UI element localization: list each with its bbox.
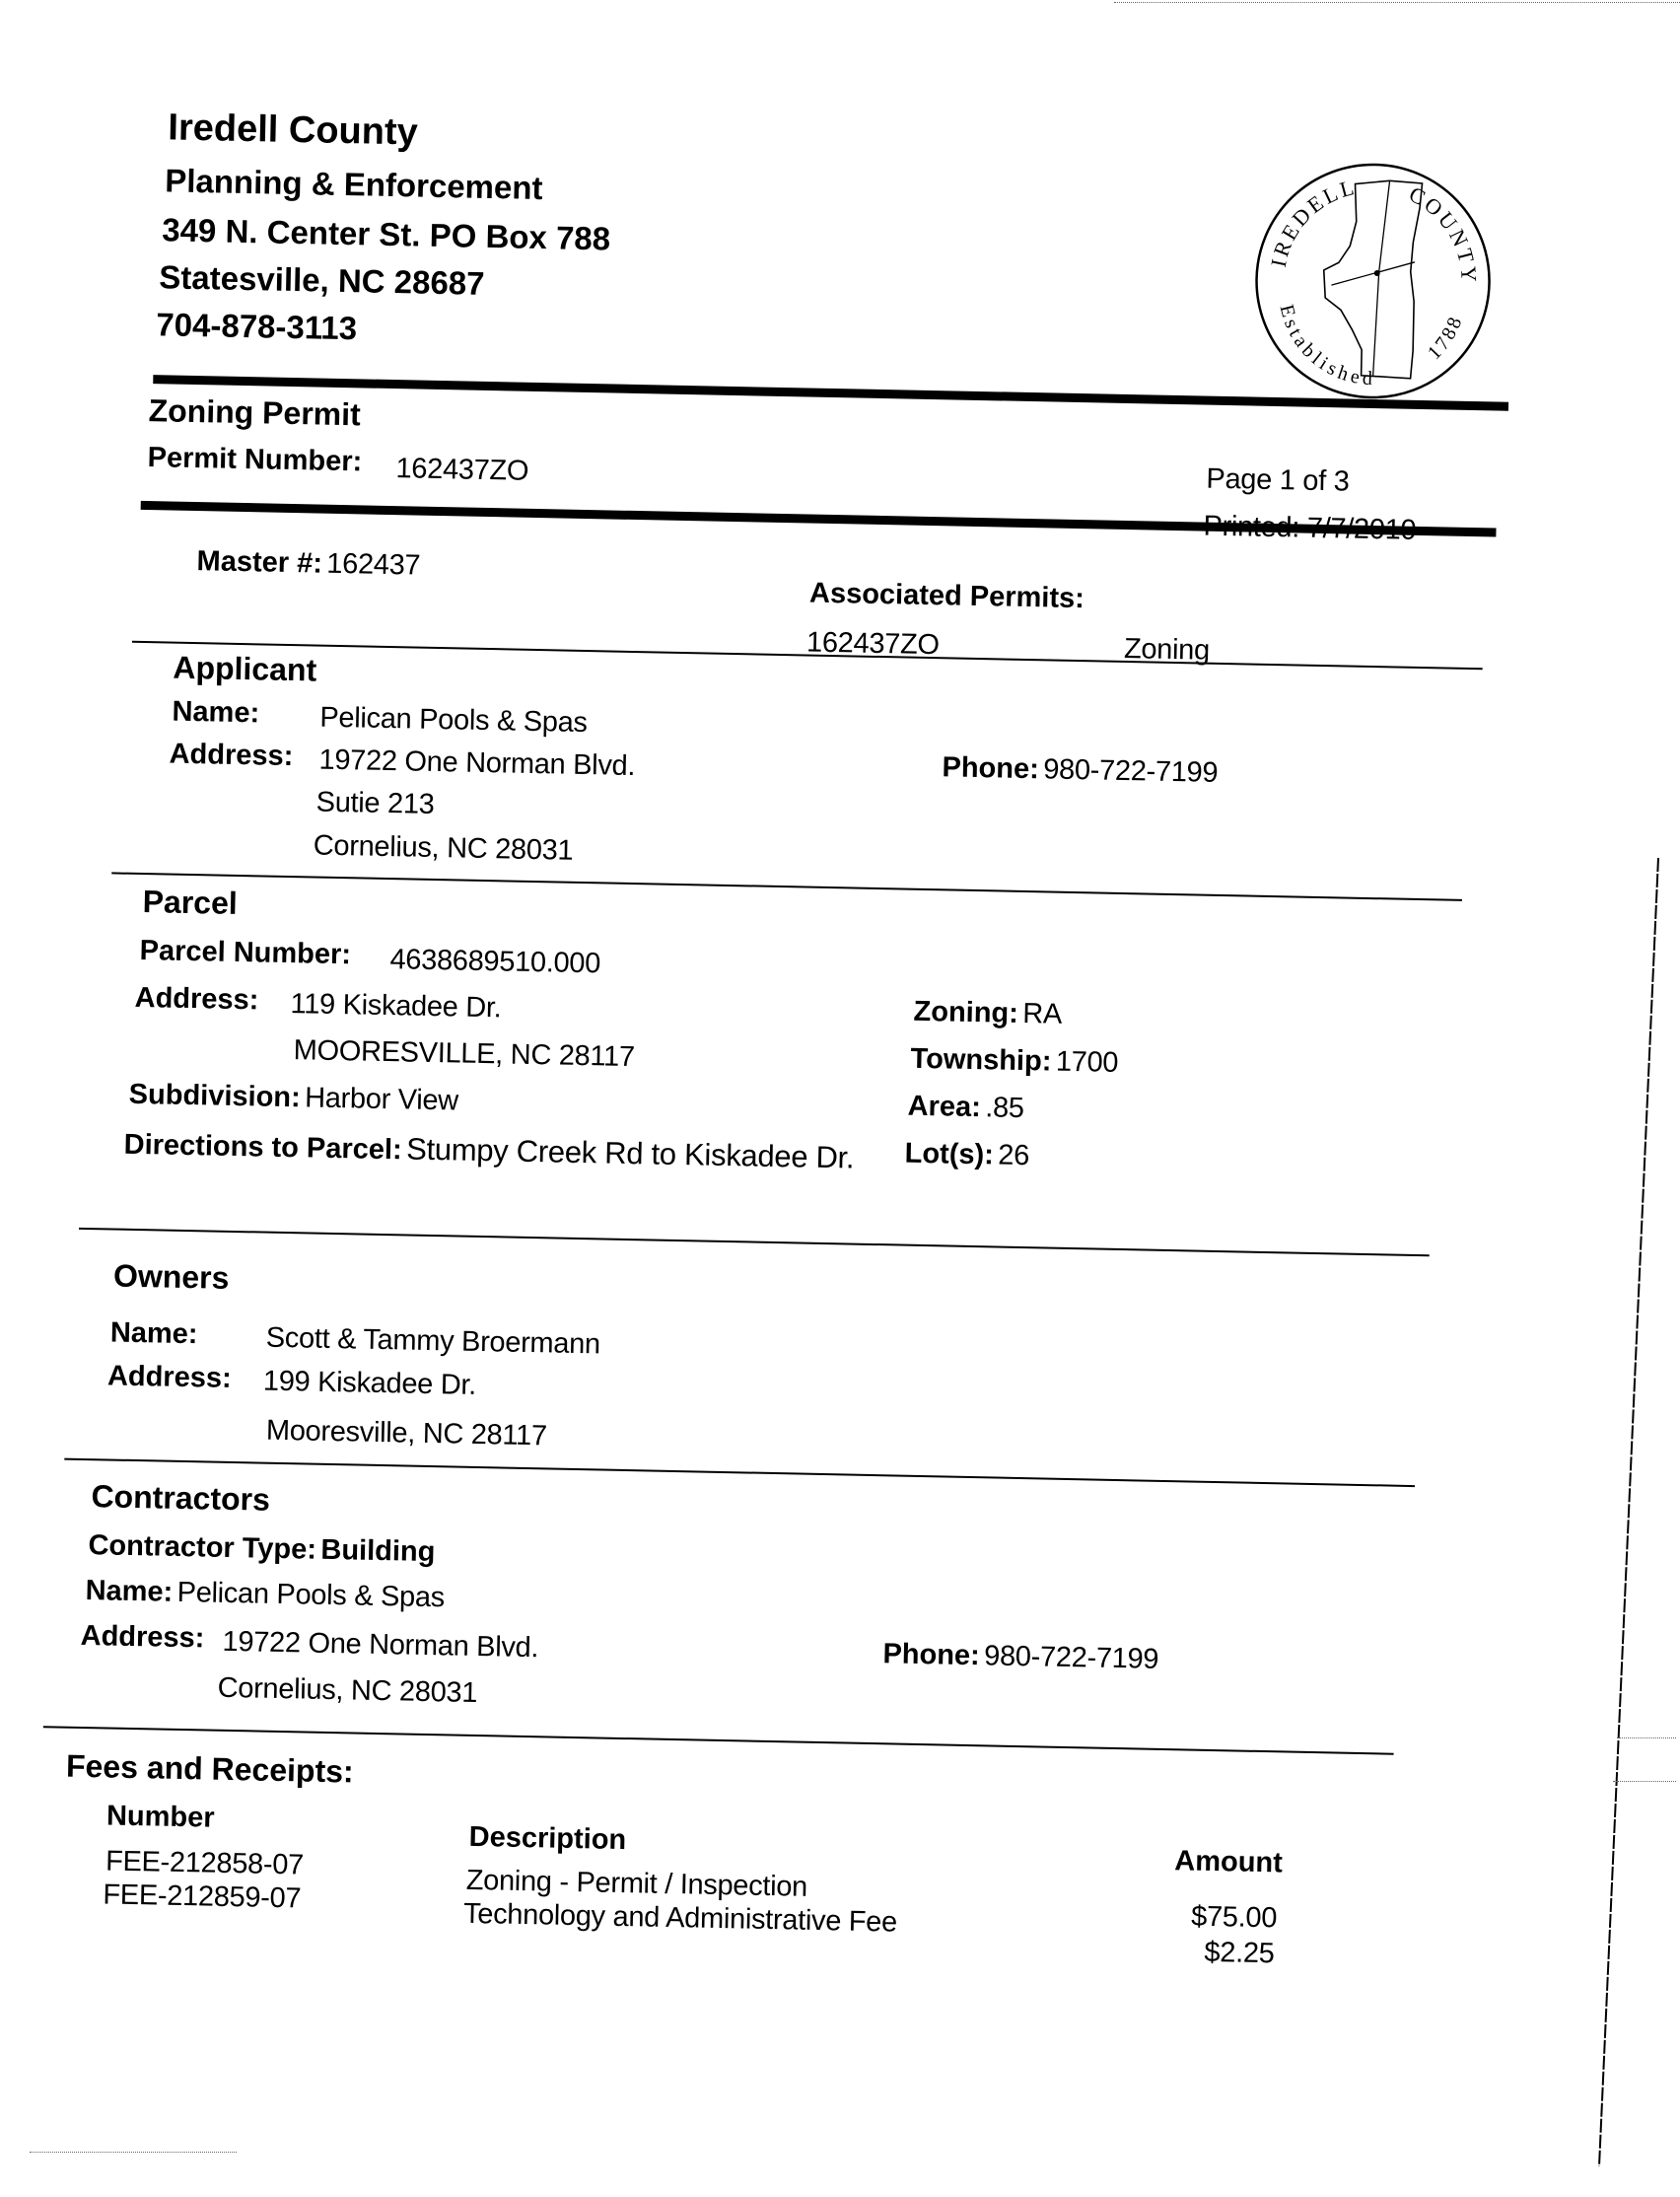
township-label: Township: <box>910 1042 1052 1078</box>
fee-number: FEE-212858-07 <box>105 1845 305 1881</box>
subdivision: Harbor View <box>304 1082 459 1117</box>
master-number: 162437 <box>326 547 421 582</box>
lots-label: Lot(s): <box>904 1137 995 1171</box>
agency-department: Planning & Enforcement <box>164 162 543 207</box>
parcel-number: 4638689510.000 <box>389 944 601 980</box>
owners-name: Scott & Tammy Broermann <box>265 1321 601 1361</box>
permit-title: Zoning Permit <box>148 392 362 433</box>
county-seal-icon <box>1242 150 1504 411</box>
fees-col-description: Description <box>468 1820 627 1857</box>
parcel-address-line-1: 119 Kiskadee Dr. <box>290 988 502 1025</box>
scan-dot-artifact <box>1617 1737 1676 1739</box>
subdivision-row <box>128 1079 458 1118</box>
applicant-name-label: Name: <box>172 695 260 730</box>
directions: Stumpy Creek Rd to Kiskadee Dr. <box>405 1131 855 1175</box>
applicant-address-line-1: 19722 One Norman Blvd. <box>318 744 636 783</box>
fees-col-amount: Amount <box>1174 1845 1284 1879</box>
subdivision-label: Subdivision: <box>128 1078 302 1114</box>
scan-dot-artifact <box>1114 2 1680 4</box>
contractor-type-label: Contractor Type: <box>88 1529 317 1566</box>
applicant-address-line-2: Sutie 213 <box>315 786 435 820</box>
seal-bottom-text: Established <box>1275 302 1377 390</box>
applicant-phone-label: Phone: <box>942 751 1040 786</box>
township-row <box>910 1043 1118 1080</box>
contractor-name-row <box>85 1575 445 1614</box>
contractors-heading: Contractors <box>91 1478 271 1518</box>
permit-number: 162437ZO <box>395 453 529 487</box>
area-row <box>907 1091 1024 1125</box>
associated-permits-label: Associated Permits: <box>808 577 1085 615</box>
zoning-row <box>913 996 1062 1031</box>
master-label: Master #: <box>196 545 323 580</box>
fee-description: Zoning - Permit / Inspection <box>465 1864 808 1903</box>
applicant-phone: 980-722-7199 <box>1042 753 1219 789</box>
county-map-outline <box>1322 179 1423 379</box>
scan-dot-artifact <box>1613 1781 1676 1783</box>
contractor-phone-row <box>882 1638 1158 1676</box>
fee-number: FEE-212859-07 <box>103 1878 302 1915</box>
fee-amount: $2.25 <box>1204 1936 1275 1970</box>
contractor-address-line-1: 19722 One Norman Blvd. <box>222 1625 539 1665</box>
associated-permit-type: Zoning <box>1123 632 1211 667</box>
applicant-phone-row <box>942 751 1218 790</box>
owners-address-label: Address: <box>106 1360 232 1394</box>
contractor-type: Building <box>320 1533 436 1569</box>
contractor-address-label: Address: <box>80 1619 205 1655</box>
lots-value: 26 <box>997 1139 1030 1172</box>
zoning-value: RA <box>1021 997 1063 1030</box>
contractor-address-line-2: Cornelius, NC 28031 <box>217 1671 478 1710</box>
parcel-number-label: Parcel Number: <box>139 934 352 971</box>
owners-heading: Owners <box>112 1257 230 1296</box>
township-value: 1700 <box>1055 1045 1119 1079</box>
fees-heading: Fees and Receipts: <box>65 1747 355 1790</box>
contractor-phone-label: Phone: <box>882 1638 981 1672</box>
area-value: .85 <box>984 1092 1024 1125</box>
contractor-type-row <box>88 1529 436 1569</box>
section-divider <box>43 1726 1394 1754</box>
contractor-name: Pelican Pools & Spas <box>176 1576 446 1614</box>
parcel-address-label: Address: <box>134 981 259 1017</box>
associated-permit-number: 162437ZO <box>805 626 941 662</box>
contractor-name-label: Name: <box>85 1575 174 1608</box>
directions-row <box>123 1126 854 1176</box>
parcel-address-line-2: MOORESVILLE, NC 28117 <box>293 1034 636 1074</box>
svg-text:IREDELL <box>1266 173 1360 270</box>
owners-address-line-2: Mooresville, NC 28117 <box>265 1414 548 1453</box>
master-number-row <box>196 545 420 583</box>
zoning-label: Zoning: <box>913 995 1019 1029</box>
seal-top-text: IREDELL <box>1265 174 1360 269</box>
agency-city: Statesville, NC 28687 <box>159 258 485 302</box>
lots-row <box>904 1138 1029 1173</box>
applicant-heading: Applicant <box>173 649 317 688</box>
parcel-heading: Parcel <box>142 884 239 921</box>
seal-year: 1788 <box>1423 312 1468 365</box>
applicant-name: Pelican Pools & Spas <box>319 701 588 740</box>
applicant-address-label: Address: <box>169 738 294 773</box>
fees-col-number: Number <box>105 1800 215 1834</box>
applicant-address-line-3: Cornelius, NC 28031 <box>313 829 574 867</box>
section-divider <box>79 1228 1430 1256</box>
seal-right-text: COUNTY <box>1405 180 1482 286</box>
owners-address-line-1: 199 Kiskadee Dr. <box>262 1365 477 1401</box>
page-info: Page 1 of 3 <box>1206 462 1350 498</box>
contractor-phone: 980-722-7199 <box>983 1640 1159 1675</box>
scan-dot-artifact <box>30 2152 237 2154</box>
agency-phone: 704-878-3113 <box>156 306 358 347</box>
owners-name-label: Name: <box>109 1316 198 1351</box>
svg-text:Established <box>1274 302 1378 390</box>
fee-description: Technology and Administrative Fee <box>462 1897 898 1939</box>
permit-number-label: Permit Number: <box>147 442 363 478</box>
section-divider <box>111 872 1462 900</box>
scan-edge-artifact <box>1597 858 1680 2166</box>
directions-label: Directions to Parcel: <box>123 1128 403 1167</box>
fee-amount: $75.00 <box>1190 1900 1278 1935</box>
area-label: Area: <box>907 1090 982 1124</box>
agency-street: 349 N. Center St. PO Box 788 <box>161 211 611 257</box>
agency-county: Iredell County <box>167 106 419 154</box>
